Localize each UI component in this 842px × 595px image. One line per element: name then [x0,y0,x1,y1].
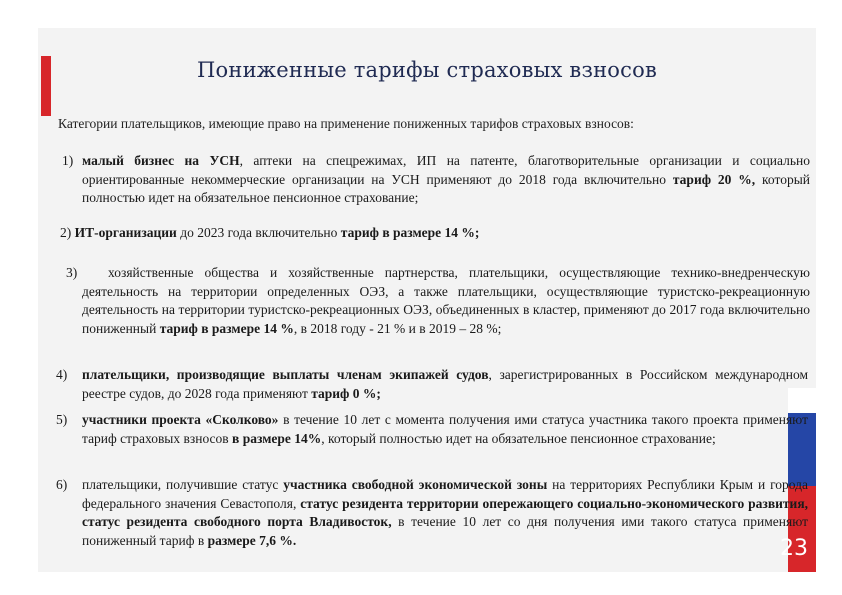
item-bold: тариф 0 %; [311,385,381,401]
list-item [60,224,800,243]
item-plain: , в 2018 году - 21 % и в 2019 – 28 %; [293,320,502,336]
list-item [62,152,810,208]
item-plain: , аптеки на спецрежимах, ИП на патенте, благотворительные организации и социально ориентированные некоммерческие организации на УСН применяют до 2018 года включительно [82,153,811,187]
list-item [66,264,810,338]
item-bold: размере 7,6 %. [207,532,297,548]
page-number: 23 [780,536,808,561]
item-number: 5) [56,412,68,427]
item-number: 1) [62,153,74,168]
intro-text: Категории плательщиков, имеющие право на применение пониженных тарифов страховых взносов: [58,116,634,131]
item-plain: до 2023 года включительно [176,225,341,240]
item-bold: тариф в размере 14 %; [340,225,480,240]
item-bold: участники проекта «Сколково» [82,412,279,427]
item-plain: плательщики, получившие статус [82,477,284,492]
item-bold: тариф в размере 14 % [159,320,294,336]
item-bold: в размере 14% [232,430,322,446]
item-bold: ИТ-организации [74,225,177,240]
item-text [82,152,810,208]
item-plain: , который полностью идет на обязательное пенсионное страхование; [321,430,716,446]
item-bold: малый бизнес на УСН [82,153,240,168]
item-number: 4) [56,367,68,382]
item-number: 2) [60,225,72,240]
item-plain: который полностью идет на обязательное пенсионное страхование; [82,171,810,205]
list-item [56,411,808,448]
item-bold: статус резидента территории опережающего социально-экономического развития, статус резидента свободного порта Владивосток, [82,495,808,529]
item-number: 3) [66,265,78,280]
item-bold: тариф 20 %, [672,171,756,187]
item-plain: хозяйственные общества и хозяйственные партнерства, плательщики, осуществляющие технико-внедренческую деятельность на территории определенных ОЭЗ, а также плательщики, осуществляющие туристско-рекреационную деятельность на территории туристско-рекреационных ОЭЗ, объединенных в кластер, применяют до 2017 года включительно пониженный [82,265,810,336]
item-plain: , зарегистрированных в Российском международном реестре судов, до 2028 года применяют [82,367,808,401]
item-text [82,476,808,550]
slide [38,28,816,572]
item-text [82,411,808,448]
item-plain: в течение 10 лет с момента получения ими статуса участника такого проекта применяют тариф страховых взносов [82,412,808,446]
item-number: 6) [56,477,68,492]
list-item [56,366,808,403]
list-item [56,476,808,550]
item-plain: в течение 10 лет со дня получения ими такого статуса применяют пониженный тариф в [82,514,808,548]
item-bold: участника свободной экономической зоны [283,477,548,492]
item-plain: на территориях Республики Крым и города федерального значения Севастополя, [82,477,808,511]
item-text [82,264,810,338]
item-bold: плательщики, производящие выплаты членам экипажей судов [82,367,489,382]
item-text [82,366,808,403]
item-text [75,225,480,240]
slide-title: Пониженные тарифы страховых взносов [197,58,657,82]
